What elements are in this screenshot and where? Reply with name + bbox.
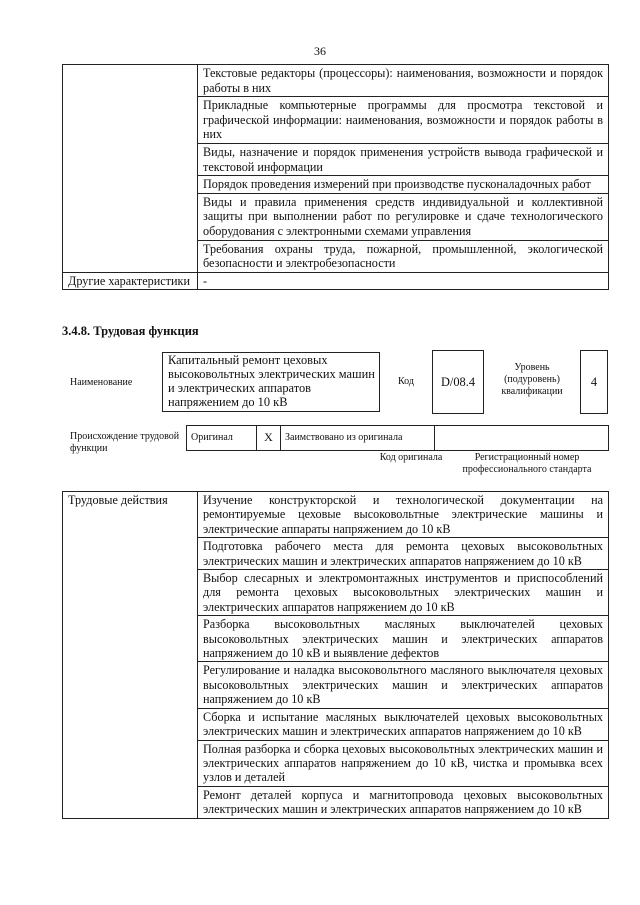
- origin-table: [186, 425, 609, 451]
- knowledge-item: Требования охраны труда, пожарной, промышленной, экологической безопасности и электробезопасности: [198, 240, 609, 272]
- original-mark: X: [257, 426, 281, 451]
- borrowed-label: Заимствовано из оригинала: [281, 426, 435, 451]
- knowledge-item: Виды и правила применения средств индивидуальной и коллективной защиты при выполнении работ по регулировке и сдаче технологического оборудования с электронными схемами управления: [198, 193, 609, 240]
- qualification-level-box: 4: [580, 350, 608, 414]
- page-number: 36: [314, 44, 326, 58]
- other-characteristics-value: -: [198, 272, 609, 290]
- knowledge-item: Порядок проведения измерений при производстве пусконаладочных работ: [198, 176, 609, 194]
- section-title: 3.4.8. Трудовая функция: [62, 324, 199, 338]
- qualification-level-label: Уровень (подуровень) квалификации: [501, 362, 563, 397]
- knowledge-label-cell: [63, 65, 198, 273]
- labor-action-item: Разборка высоковольтных масляных выключателей цеховых высоковольтных электрических машин и электрических аппаратов напряжением до 10 кВ и выявление дефектов: [198, 616, 609, 662]
- knowledge-item: Текстовые редакторы (процессоры): наименования, возможности и порядок работы в них: [198, 65, 609, 97]
- labor-action-item: Выбор слесарных и электромонтажных инструментов и приспособлений для ремонта цеховых высоковольтных электрических машин и электрических аппаратов напряжением до 10 кВ: [198, 570, 609, 616]
- labor-action-item: Изучение конструкторской и технологической документации на ремонтируемые цеховые высоковольтные электрические машины и электрические аппараты напряжением до 10 кВ: [198, 492, 609, 538]
- knowledge-item: Прикладные компьютерные программы для просмотра текстовой и графической информации: наименования, возможности и порядок работы в них: [198, 97, 609, 144]
- original-code-caption: Код оригинала: [379, 452, 443, 463]
- function-name-box: Капитальный ремонт цеховых высоковольтных электрических машин и электрических аппаратов напряжением до 10 кВ: [162, 352, 380, 412]
- labor-action-item: Ремонт деталей корпуса и магнитопровода цеховых высоковольтных электрических машин и электрических аппаратов напряжением до 10 кВ: [198, 786, 609, 818]
- labor-action-item: Сборка и испытание масляных выключателей цеховых высоковольтных электрических машин и электрических аппаратов напряжением до 10 кВ: [198, 708, 609, 740]
- labor-action-item: Подготовка рабочего места для ремонта цеховых высоковольтных электрических машин и электрических аппаратов напряжением до 10 кВ: [198, 538, 609, 570]
- knowledge-table: [62, 64, 609, 290]
- labor-action-item: Полная разборка и сборка цеховых высоковольтных электрических машин и электрических аппаратов напряжением до 10 кВ, чистка и промывка всех узлов и деталей: [198, 740, 609, 786]
- registration-number-cell: [435, 426, 609, 451]
- labor-actions-table: [62, 491, 609, 819]
- origin-label: Происхождение трудовой функции: [70, 431, 180, 454]
- labor-actions-label: Трудовые действия: [63, 492, 198, 819]
- registration-number-caption: Регистрационный номер профессионального стандарта: [462, 452, 592, 475]
- original-label: Оригинал: [187, 426, 257, 451]
- other-characteristics-label: Другие характеристики: [63, 272, 198, 290]
- knowledge-item: Виды, назначение и порядок применения устройств вывода графической и текстовой информации: [198, 143, 609, 175]
- labor-action-item: Регулирование и наладка высоковольтного масляного выключателя цеховых высоковольтных электрических машин и электрических аппаратов напряжением до 10 кВ: [198, 662, 609, 708]
- code-label: Код: [398, 376, 414, 387]
- function-code-box: D/08.4: [432, 350, 484, 414]
- name-label: Наименование: [70, 377, 133, 388]
